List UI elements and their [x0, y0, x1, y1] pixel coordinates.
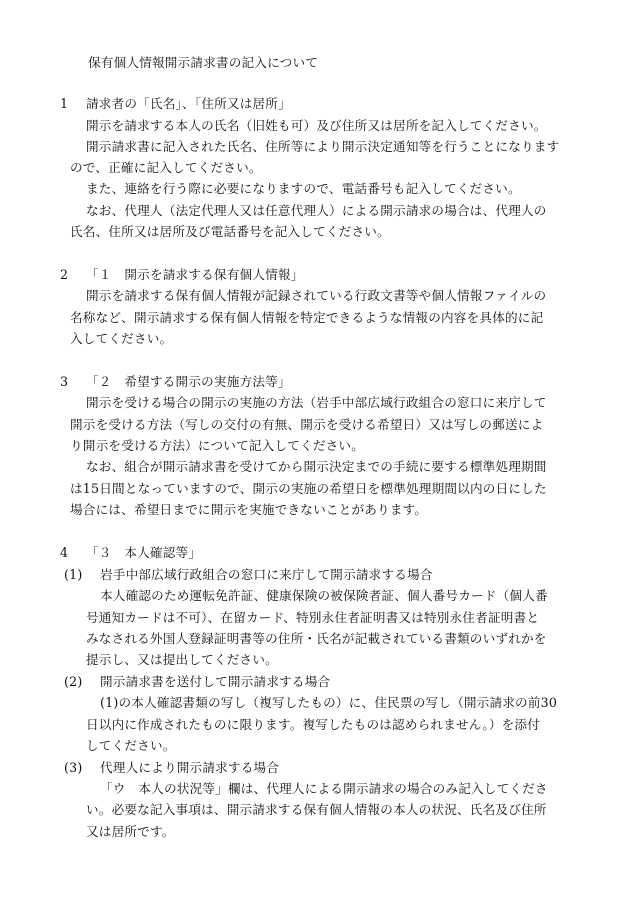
section-3-line: 開示を受ける場合の開示の実施の方法（岩手中部広域行政組合の窓口に来庁して — [86, 395, 547, 410]
subsection-2-line: 日以内に作成されたものに限ります。複写したものは認められません。）を添付 — [86, 717, 541, 732]
section-3-line: 場合には、希望日までに開示を実施できないことがあります。 — [70, 502, 428, 517]
subsection-3-line: い。必要な記入事項は、開示請求する保有個人情報の本人の状況、氏名及び住所 — [86, 802, 547, 817]
subsection-2-label: (2) — [64, 674, 83, 689]
section-3-line: なお、組合が開示請求書を受けてから開示決定までの手続に要する標準処理期間 — [86, 459, 547, 474]
subsection-1-label: (1) — [64, 567, 83, 582]
subsection-1-line: みなされる外国人登録証明書等の住所・氏名が記載されている書類のいずれかを — [86, 631, 547, 646]
section-1-line: 開示を請求する本人の氏名（旧姓も可）及び住所又は居所を記入してください。 — [86, 118, 547, 133]
subsection-3-label: (3) — [64, 760, 83, 775]
section-2-heading: 「１ 開示を請求する保有個人情報」 — [86, 267, 304, 282]
section-3-line: は15日間となっていますので、開示の実施の希望日を標準処理期間以内の日にした — [70, 481, 547, 496]
subsection-1-heading: 岩手中部広域行政組合の窓口に来庁して開示請求する場合 — [100, 567, 433, 582]
subsection-2-line: してください。 — [86, 738, 176, 753]
section-1-number: 1 — [60, 96, 69, 111]
section-2-line: 開示を請求する保有個人情報が記録されている行政文書等や個人情報ファイルの — [86, 288, 547, 303]
section-2-number: 2 — [60, 267, 69, 282]
subsection-2-heading: 開示請求書を送付して開示請求する場合 — [100, 674, 331, 689]
section-1-line: 開示請求書に記入された氏名、住所等により開示決定通知等を行うことになります — [86, 139, 560, 154]
section-1-line: また、連絡を行う際に必要になりますので、電話番号も記入してください。 — [86, 181, 521, 196]
section-4-number: 4 — [60, 545, 69, 560]
subsection-1-line: 号通知カードは不可）、在留カード、特別永住者証明書又は特別永住者証明書と — [86, 610, 540, 625]
section-3-heading: 「２ 希望する開示の実施方法等」 — [86, 374, 291, 389]
section-1-line: なお、代理人（法定代理人又は任意代理人）による開示請求の場合は、代理人の — [86, 203, 547, 218]
subsection-1-line: 本人確認のため運転免許証、健康保険の被保険者証、個人番号カード（個人番 — [100, 588, 548, 603]
subsection-3-line: 又は居所です。 — [86, 824, 175, 839]
document-title: 保有個人情報開示請求書の記入について — [88, 55, 319, 70]
section-2-line: 名称など、開示請求する保有個人情報を特定できるような情報の内容を具体的に記 — [70, 310, 544, 325]
section-3-number: 3 — [60, 374, 69, 389]
section-1-line: 氏名、住所又は居所及び電話番号を記入してください。 — [70, 224, 390, 239]
section-2-line: 入してください。 — [70, 331, 173, 346]
section-4-heading: 「３ 本人確認等」 — [86, 545, 202, 560]
section-3-line: り開示を受ける方法）について記入してください。 — [70, 438, 365, 453]
subsection-2-line: (1)の本人確認書類の写し（複写したもの）に、住民票の写し（開示請求の前30 — [100, 695, 558, 710]
section-1-line: ので、正確に記入してください。 — [70, 160, 262, 175]
subsection-1-line: 提示し、又は提出してください。 — [86, 652, 278, 667]
section-3-line: 開示を受ける方法（写しの交付の有無、開示を受ける希望日）又は写しの郵送によ — [70, 417, 544, 432]
subsection-3-line: 「ウ 本人の状況等」欄は、代理人による開示請求の場合のみ記入してくださ — [100, 781, 548, 796]
section-1-heading: 請求者の「氏名」、「住所又は居所」 — [86, 96, 291, 111]
subsection-3-heading: 代理人により開示請求する場合 — [100, 760, 280, 775]
